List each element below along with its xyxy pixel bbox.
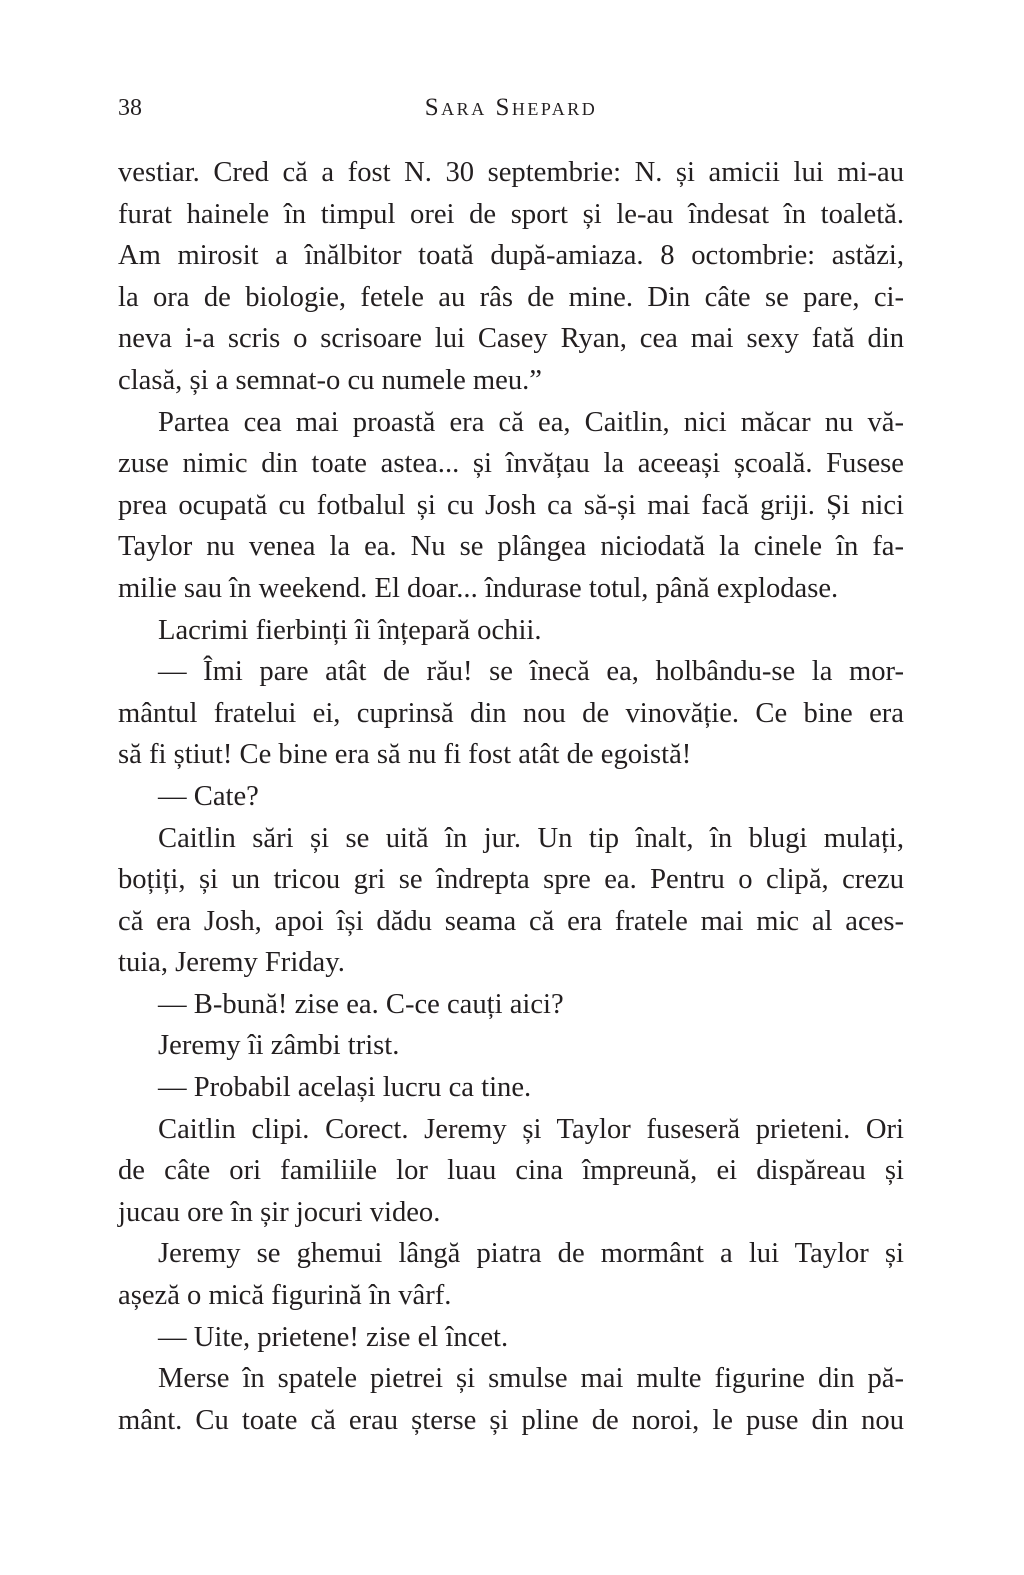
text-line: să fi știut! Ce bine era să nu fi fost atât de egoistă!: [118, 739, 692, 771]
text-line: Jeremy se ghemui lângă piatra de mormânt a lui Taylor și: [158, 1238, 904, 1270]
text-line: — Îmi pare atât de rău! se înecă ea, holbându-se la mor-: [158, 656, 904, 688]
text-line: Caitlin sări și se uită în jur. Un tip înalt, în blugi mulați,: [158, 822, 904, 854]
text-line: vestiar. Cred că a fost N. 30 septembrie: N. și amicii lui mi-au: [118, 157, 904, 188]
running-header: [118, 88, 904, 128]
running-head-author: Sara Shepard: [424, 94, 598, 121]
text-line: Merse în spatele pietrei și smulse mai multe figurine din pă-: [158, 1363, 904, 1395]
text-line: Am mirosit a înălbitor toată după-amiaza. 8 octombrie: astăzi,: [118, 240, 904, 272]
text-line: furat hainele în timpul orei de sport și le-au îndesat în toaletă.: [118, 198, 904, 230]
text-line: Taylor nu venea la ea. Nu se plângea niciodată la cinele în fa-: [118, 531, 904, 563]
text-line: Lacrimi fierbinți îi înțepară ochii.: [158, 614, 542, 646]
text-line: Caitlin clipi. Corect. Jeremy și Taylor fuseseră prieteni. Ori: [158, 1113, 904, 1145]
page-number: 38: [118, 95, 142, 121]
text-line: — B-bună! zise ea. C-ce cauți aici?: [158, 988, 564, 1020]
text-line: neva i-a scris o scrisoare lui Casey Ryan, cea mai sexy fată din: [118, 323, 904, 355]
text-line: — Probabil același lucru ca tine.: [158, 1072, 532, 1104]
text-line: la ora de biologie, fetele au râs de mine. Din câte se pare, ci-: [118, 281, 904, 313]
text-line: milie sau în weekend. El doar... îndurase totul, până explodase.: [118, 572, 839, 604]
text-line: — Cate?: [158, 780, 259, 812]
text-line: prea ocupată cu fotbalul și cu Josh ca să-și mai facă griji. Și nici: [118, 489, 904, 521]
text-line: Partea cea mai proastă era că ea, Caitlin, nici măcar nu vă-: [158, 406, 904, 438]
text-line: clasă, și a semnat-o cu numele meu.”: [118, 364, 542, 396]
text-line: boțiți, și un tricou gri se îndrepta spre ea. Pentru o clipă, crezu: [118, 864, 904, 896]
text-line: — Uite, prietene! zise el încet.: [158, 1321, 509, 1353]
text-line: Jeremy îi zâmbi trist.: [158, 1030, 400, 1062]
text-line: tuia, Jeremy Friday.: [118, 947, 345, 979]
text-line: mânt. Cu toate că erau șterse și pline de noroi, le puse din nou: [118, 1404, 904, 1436]
body-text: [118, 152, 904, 1441]
text-line: de câte ori familiile lor luau cina împreună, ei dispăreau și: [118, 1155, 904, 1187]
text-line: mântul fratelui ei, cuprinsă din nou de vinovăție. Ce bine era: [118, 697, 904, 729]
text-line: că era Josh, apoi își dădu seama că era fratele mai mic al aces-: [118, 905, 904, 937]
text-line: zuse nimic din toate astea... și învățau la aceeași școală. Fusese: [118, 448, 904, 480]
text-line: așeză o mică figurină în vârf.: [118, 1280, 452, 1312]
book-page: [118, 88, 904, 1441]
text-line: jucau ore în șir jocuri video.: [118, 1196, 441, 1228]
